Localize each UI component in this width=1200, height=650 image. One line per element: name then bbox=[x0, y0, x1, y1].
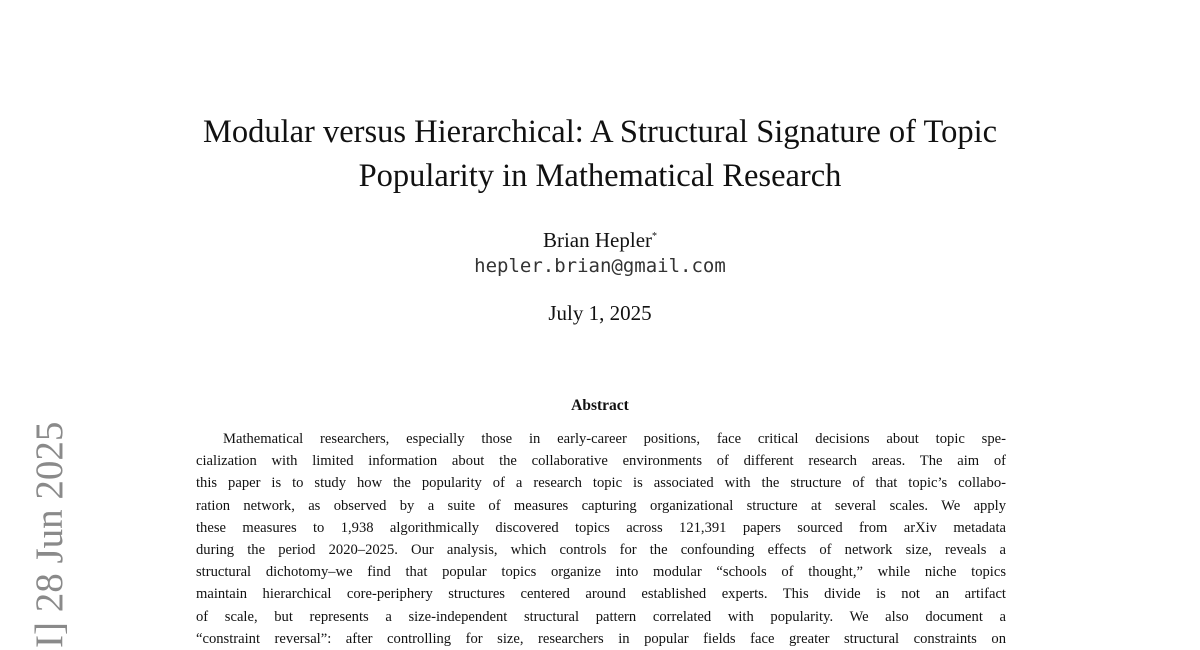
abstract-line: Mathematical researchers, especially those in early-career positions, face critical decisions about topic spe- bbox=[223, 431, 1006, 447]
author-name: Brian Hepler bbox=[542, 228, 653, 252]
abstract-line: maintain hierarchical core-periphery structures centered around established experts. This divide is not an artifact bbox=[196, 586, 1006, 603]
abstract-body bbox=[196, 428, 1006, 650]
arxiv-sidebar-stamp: I] 28 Jun 2025 bbox=[28, 421, 71, 648]
paper-date: July 1, 2025 bbox=[548, 301, 652, 325]
abstract-line: this paper is to study how the popularity of a research topic is associated with the structure of that topic’s collabo- bbox=[196, 475, 1006, 492]
author-footnote-mark: * bbox=[652, 231, 658, 242]
abstract-line: “constraint reversal”: after controlling for size, researchers in popular fields face greater structural constraints on bbox=[196, 630, 1006, 647]
author-line bbox=[0, 224, 1200, 253]
abstract-line: ration network, as observed by a suite of measures capturing organizational structure at several scales. We apply bbox=[196, 497, 1006, 514]
abstract-heading: Abstract bbox=[571, 397, 629, 414]
abstract-line: of scale, but represents a size-independent structural pattern correlated with popularity. We also document a bbox=[196, 608, 1006, 625]
abstract-line: these measures to 1,938 algorithmically discovered topics across 121,391 papers sourced from arXiv metadata bbox=[196, 519, 1006, 536]
paper-title-line-2: Popularity in Mathematical Research bbox=[358, 158, 842, 194]
paper-title-line-1: Modular versus Hierarchical: A Structural Signature of Topic bbox=[202, 114, 998, 150]
author-email[interactable]: hepler.brian@gmail.com bbox=[474, 255, 726, 277]
paper-title bbox=[0, 110, 1200, 198]
abstract-line: cialization with limited information about the collaborative environments of different research areas. The aim of bbox=[196, 453, 1006, 470]
abstract-line: during the period 2020–2025. Our analysis, which controls for the confounding effects of network size, reveals a bbox=[196, 541, 1006, 558]
abstract-line: structural dichotomy–we find that popular topics organize into modular “schools of thought,” while niche topics bbox=[196, 564, 1006, 581]
